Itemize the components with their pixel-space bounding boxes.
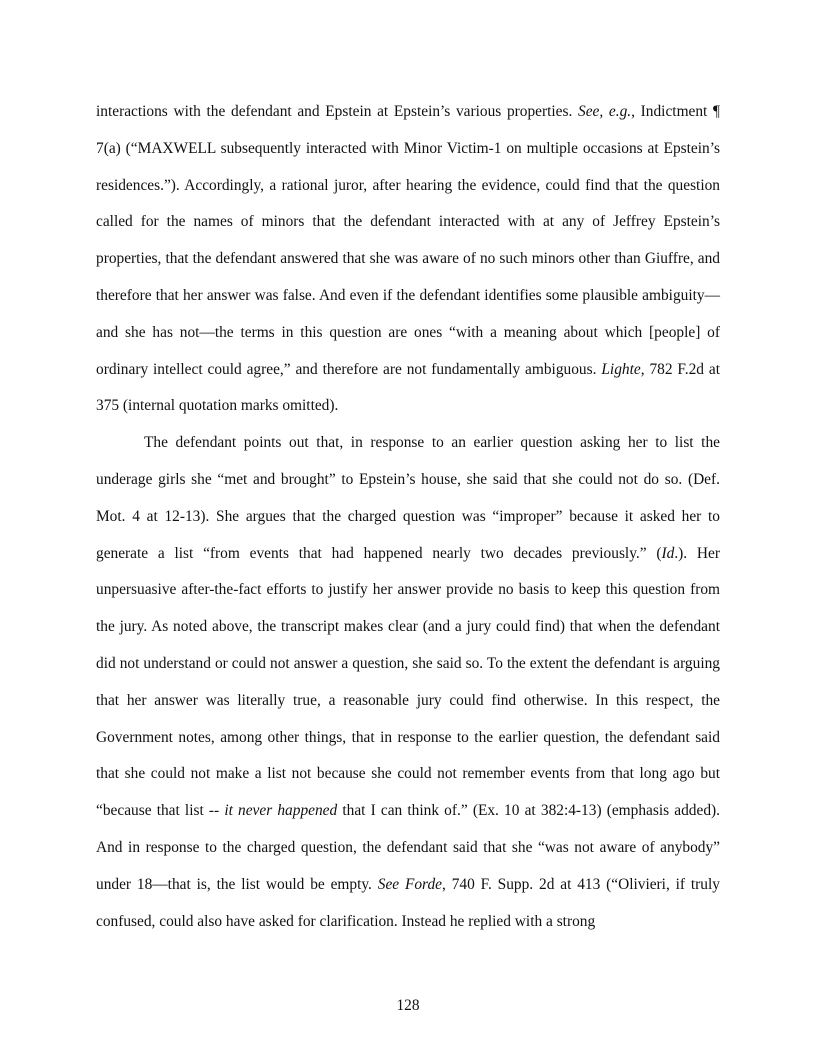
paragraph-2 (96, 425, 720, 940)
body-text (96, 94, 720, 940)
paragraph-2-text-cont-3: , 740 F. Supp. 2d at 413 (“Olivieri, if truly confused, could also have asked for clarification. Instead he replied with a strong (96, 875, 720, 930)
citation-signal: See, e.g. (578, 103, 632, 120)
citation-rest: , 782 F.2d at 375 (internal quotation marks omitted). (96, 360, 720, 415)
case-name-forde: See Forde (377, 875, 442, 893)
paragraph-2-text-cont-2: that I can think of.” (Ex. 10 at 382:4-13) (emphasis added). And in response to the charged question, the defendant said that she “was not aware of anybody” under 18—that is, the list would be empty. (96, 802, 721, 893)
id-citation: Id (661, 544, 675, 562)
case-name-lighte: Lighte (601, 360, 641, 378)
paragraph-2-text-cont: .). Her unpersuasive after-the-fact efforts to justify her answer provide no basis to keep this question from the jury. As noted above, the transcript makes clear (and a jury could find) that when the defendant did not understand or could not answer a question, she said so. To the extent the defendant is arguing that her answer was literally true, a reasonable jury could find otherwise. In this respect, the Government notes, among other things, that in response to the earlier question, the defendant said that she could not make a list not because she could not remember events from that long ago but “because that list -- (96, 544, 721, 820)
paragraph-1-text-cont: , Indictment ¶ 7(a) (“MAXWELL subsequently interacted with Minor Victim-1 on multiple occasions at Epstein’s residences.”). Accordingly, a rational juror, after hearing the evidence, could find that the question called for the names of minors that the defendant interacted with at any of Jeffrey Epstein’s properties, that the defendant answered that she was aware of no such minors other than Giuffre, and therefore that her answer was false. And even if the defendant identifies some plausible ambiguity—and she has not—the terms in this question are ones “with a meaning about which [people] of ordinary intellect could agree,” and therefore are not fundamentally ambiguous. (96, 103, 720, 378)
paragraph-1 (96, 94, 720, 425)
page-number: 128 (396, 997, 420, 1014)
emphasis-text: it never happened (224, 802, 338, 820)
paragraph-1-text: interactions with the defendant and Epstein at Epstein’s various properties. (96, 103, 579, 120)
paragraph-2-text: The defendant points out that, in response to an earlier question asking her to list the underage girls she “met and brought” to Epstein’s house, she said that she could not do so. (Def. Mot. 4 at 12-13). She argues that the charged question was “improper” because it asked her to generate a list “from events that had happened nearly two decades previously.” ( (96, 434, 720, 562)
